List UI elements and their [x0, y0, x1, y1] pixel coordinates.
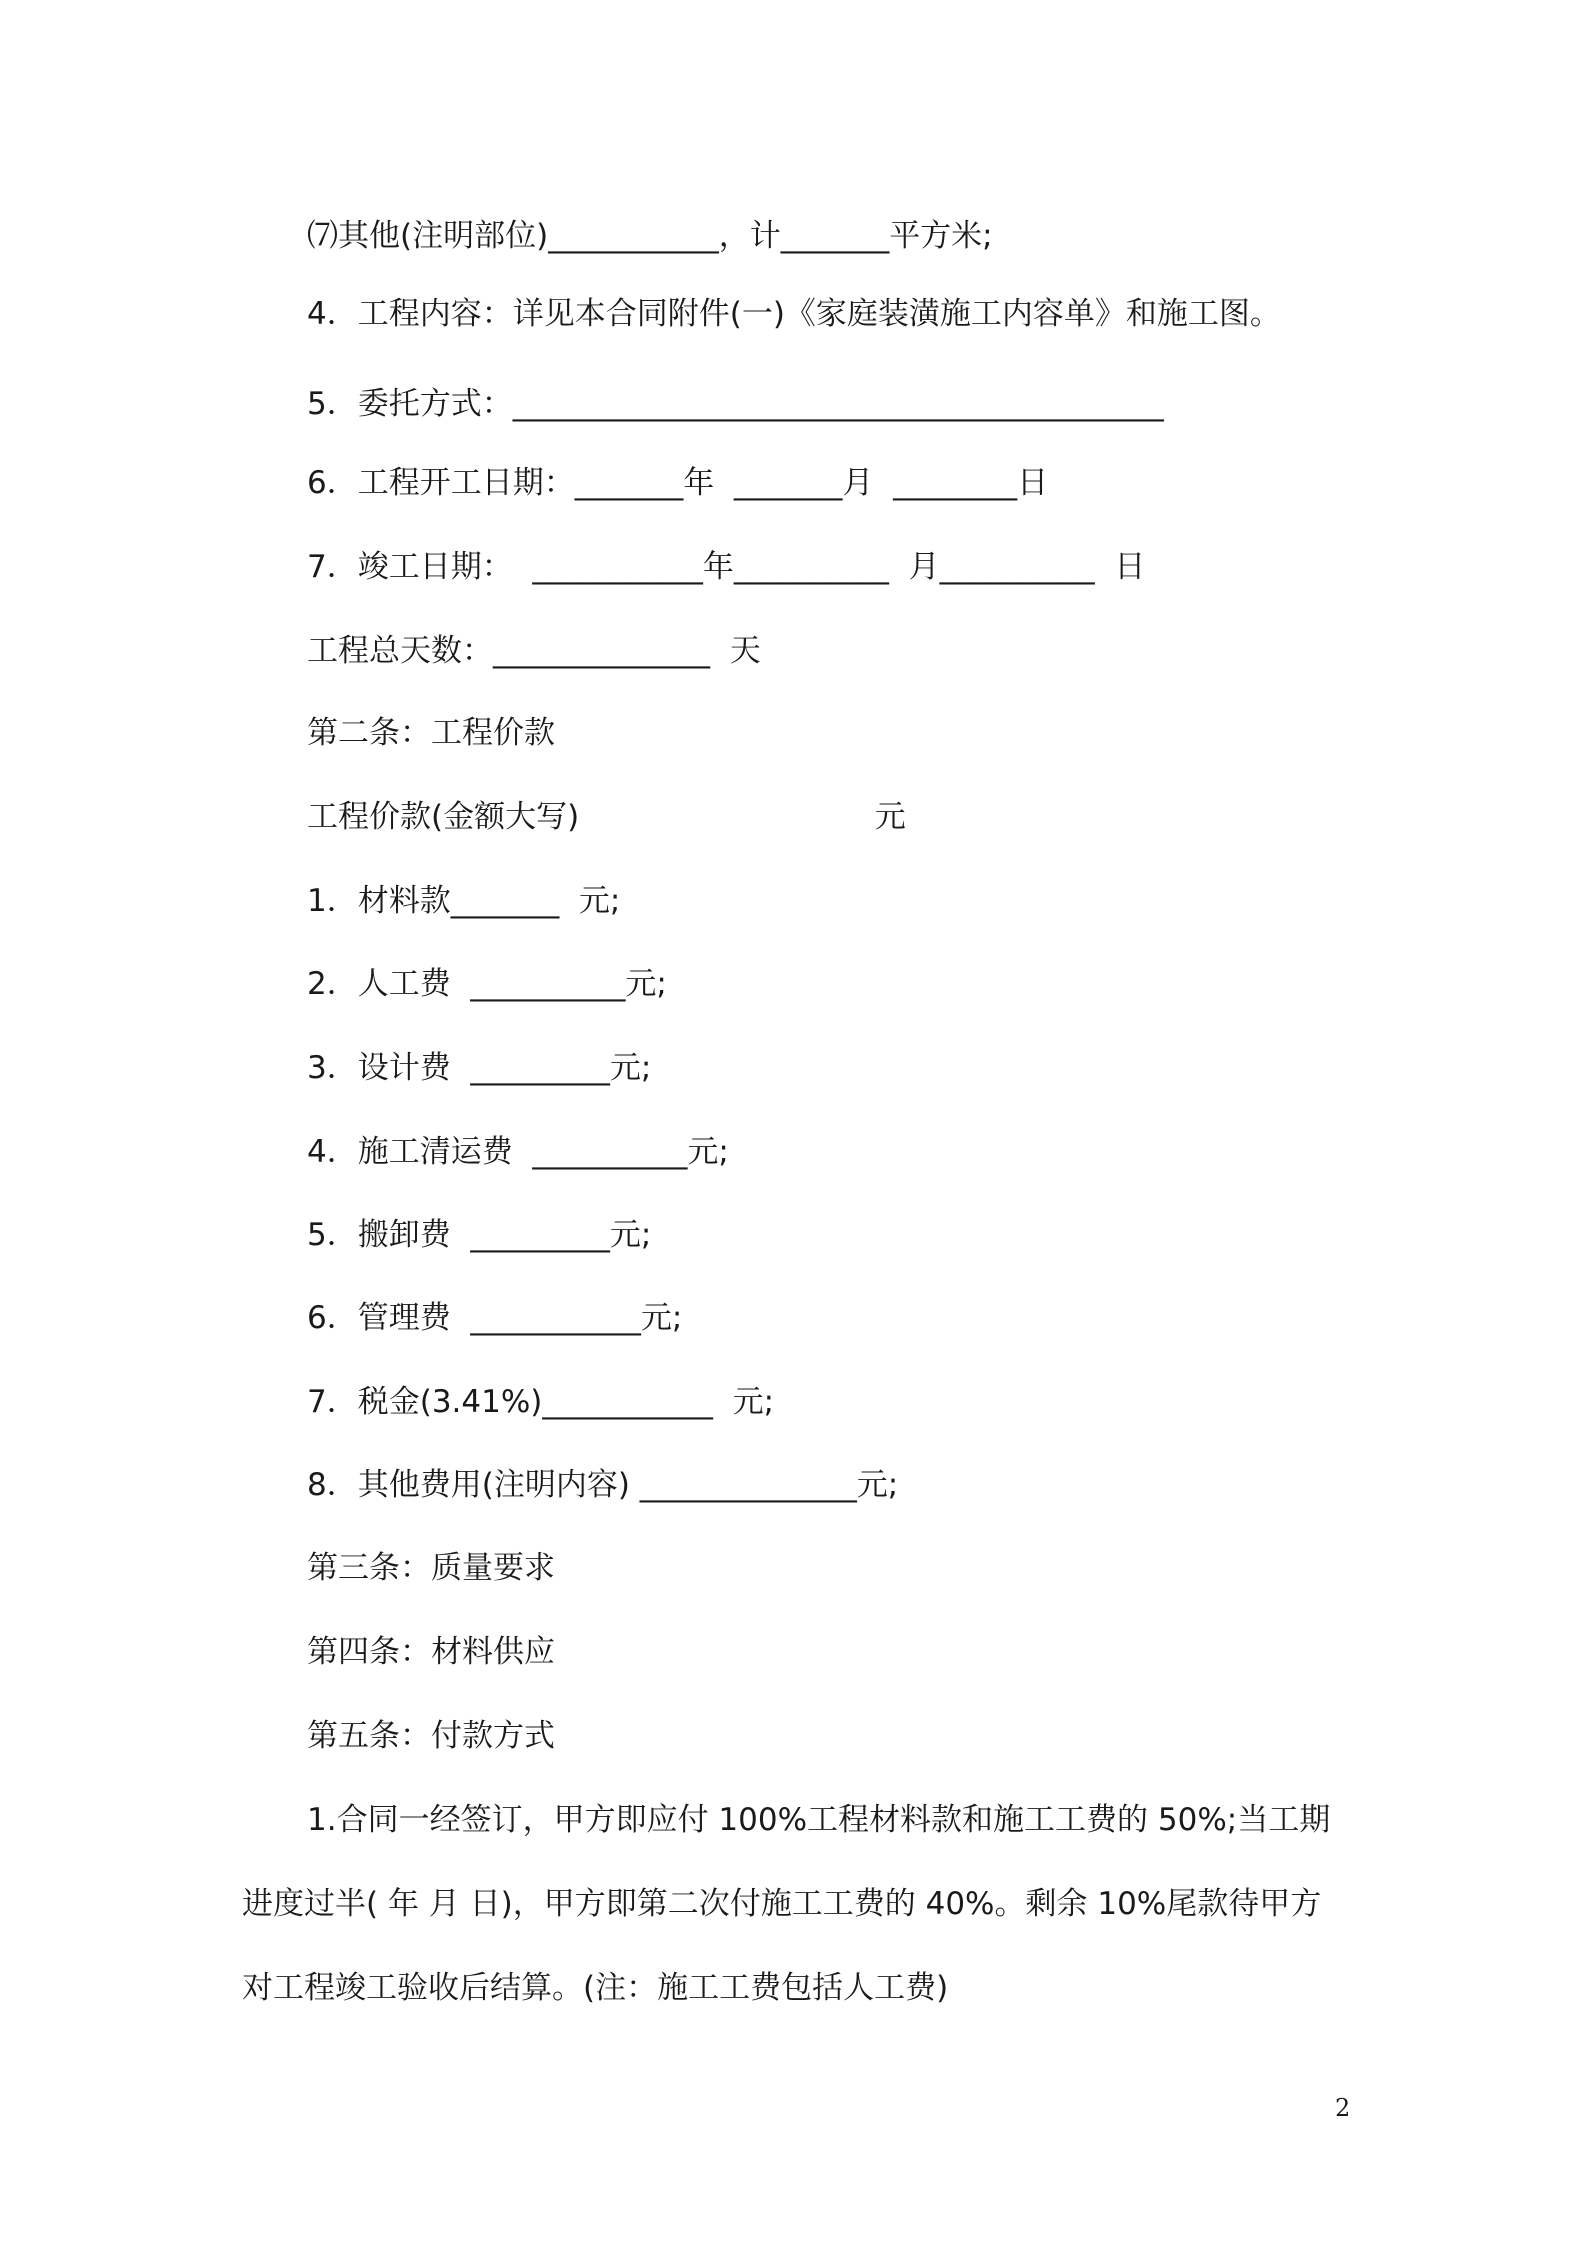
article-five-heading: 第五条：付款方式	[307, 1718, 555, 1754]
item-work-content: 4．工程内容：详见本合同附件(一)《家庭装潢施工内容单》和施工图。	[307, 296, 1281, 332]
fee-cleanup: 4．施工清运费 __________元;	[307, 1134, 729, 1170]
item-start-date: 6．工程开工日期：_______年 _______月 ________日	[307, 465, 1049, 501]
fee-labor: 2．人工费 __________元;	[307, 966, 667, 1002]
item-total-days: 工程总天数：______________ 天	[307, 633, 761, 669]
fee-other: 8．其他费用(注明内容) ______________元;	[307, 1467, 899, 1503]
item-commission-method: 5．委托方式：__________________________________________	[307, 386, 1164, 422]
payment-line-3: 对工程竣工验收后结算。(注：施工工费包括人工费)	[242, 1970, 949, 2006]
payment-terms-paragraph	[242, 1778, 1357, 2030]
fee-design: 3．设计费 _________元;	[307, 1050, 652, 1086]
item-total-price: 工程价款(金额大写) 元	[307, 799, 906, 835]
fee-management: 6．管理费 ___________元;	[307, 1300, 683, 1336]
payment-line-1: 1.合同一经签订，甲方即应付 100%工程材料款和施工工费的 50%;当工期	[307, 1802, 1331, 1838]
item-other-area: ⑺其他(注明部位)___________，计_______平方米;	[307, 218, 993, 254]
fee-materials: 1．材料款_______ 元;	[307, 883, 621, 919]
article-four-heading: 第四条：材料供应	[307, 1634, 555, 1670]
item-completion-date: 7．竣工日期： ___________年__________ 月__________ 日	[307, 549, 1146, 585]
article-two-heading: 第二条：工程价款	[307, 715, 555, 751]
article-three-heading: 第三条：质量要求	[307, 1550, 555, 1586]
fee-handling: 5．搬卸费 _________元;	[307, 1217, 652, 1253]
payment-line-2: 进度过半( 年 月 日)，甲方即第二次付施工工费的 40%。剩余 10%尾款待甲方	[242, 1886, 1322, 1922]
fee-tax: 7．税金(3.41%)___________ 元;	[307, 1384, 775, 1420]
page-number: 2	[1335, 2094, 1351, 2122]
